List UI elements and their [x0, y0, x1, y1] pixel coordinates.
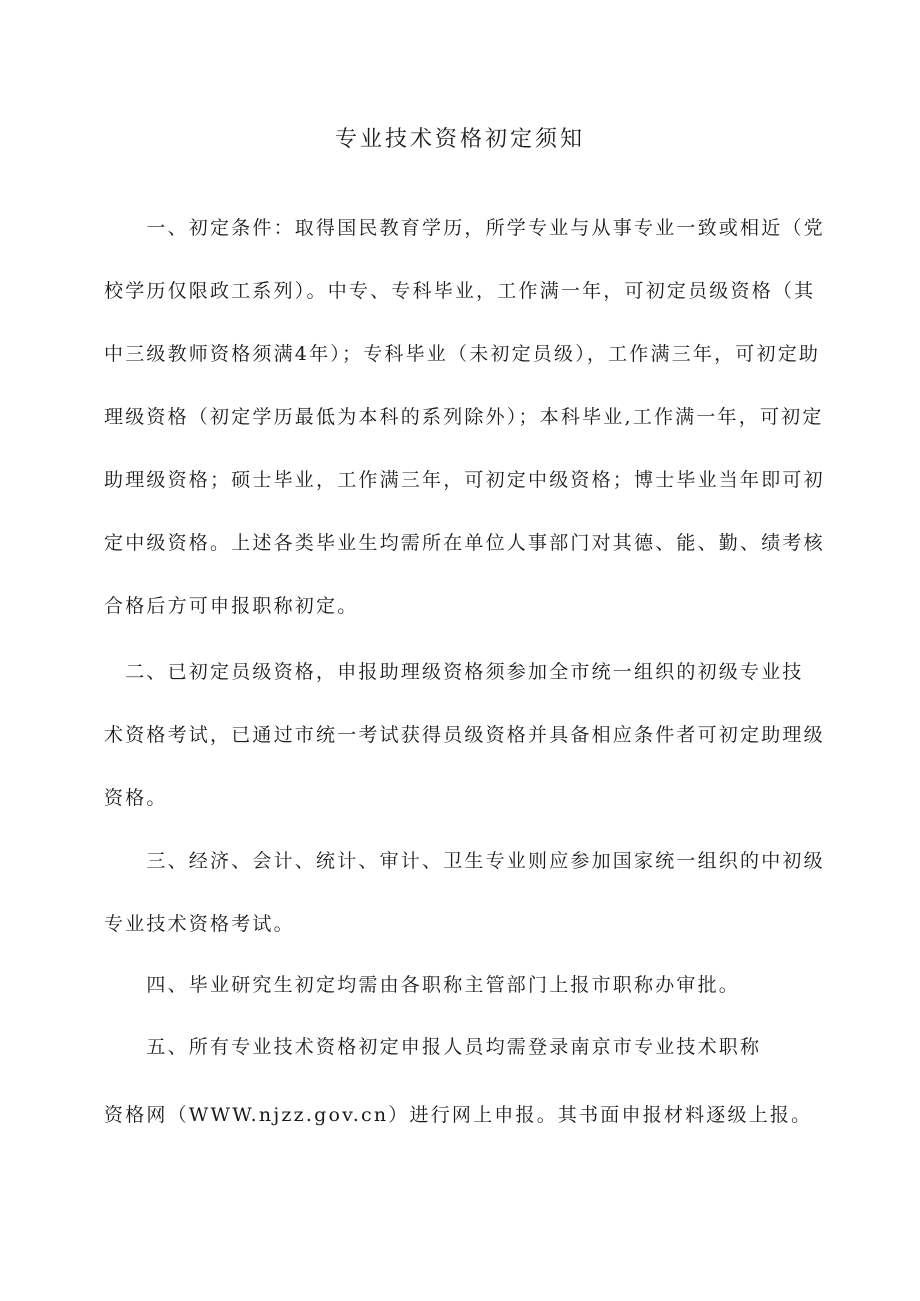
paragraph-line: 四、毕业研究生初定均需由各职称主管部门上报市职称办审批。 — [104, 974, 741, 996]
paragraph-line: 校学历仅限政工系列）。中专、专科毕业，工作满一年，可初定员级资格（其 — [104, 280, 816, 302]
paragraph-initial-conditions — [104, 197, 840, 638]
paragraph-line: 二、已初定员级资格，申报助理级资格须参加全市统一组织的初级专业技 — [104, 661, 804, 683]
paragraph-line: 术资格考试，已通过市统一考试获得员级资格并具备相应条件者可初定助理级 — [104, 724, 825, 746]
paragraph-line: 中三级教师资格须满4年）；专科毕业（未初定员级），工作满三年，可初定助 — [104, 343, 821, 365]
paragraph-line: 助理级资格；硕士毕业，工作满三年，可初定中级资格；博士毕业当年即可初 — [104, 469, 825, 491]
document-title: 专业技术资格初定须知 — [334, 127, 585, 152]
paragraph-line: 专业技术资格考试。 — [104, 913, 295, 935]
paragraph-line: 一、初定条件：取得国民教育学历，所学专业与从事专业一致或相近（党 — [104, 217, 825, 239]
paragraph-graduate-approval — [104, 954, 840, 1017]
paragraph-national-exam — [104, 830, 840, 956]
paragraph-line: 定中级资格。上述各类毕业生均需所在单位人事部门对其德、能、勤、绩考核 — [104, 532, 825, 554]
paragraph-assistant-level — [104, 641, 840, 830]
paragraph-line: 理级资格（初定学历最低为本科的系列除外）；本科毕业,工作满一年，可初定 — [104, 406, 824, 428]
paragraph-online-application-website — [104, 1084, 840, 1147]
paragraph-line: 三、经济、会计、统计、审计、卫生专业则应参加国家统一组织的中初级 — [104, 850, 825, 872]
paragraph-line: 合格后方可申报职称初定。 — [104, 595, 359, 617]
paragraph-line: 五、所有专业技术资格初定申报人员均需登录南京市专业技术职称 — [104, 1036, 762, 1058]
paragraph-online-application — [104, 1016, 840, 1079]
paragraph-line: 资格网（WWW.njzz.gov.cn）进行网上申报。其书面申报材料逐级上报。 — [104, 1104, 813, 1126]
paragraph-line: 资格。 — [104, 787, 168, 809]
